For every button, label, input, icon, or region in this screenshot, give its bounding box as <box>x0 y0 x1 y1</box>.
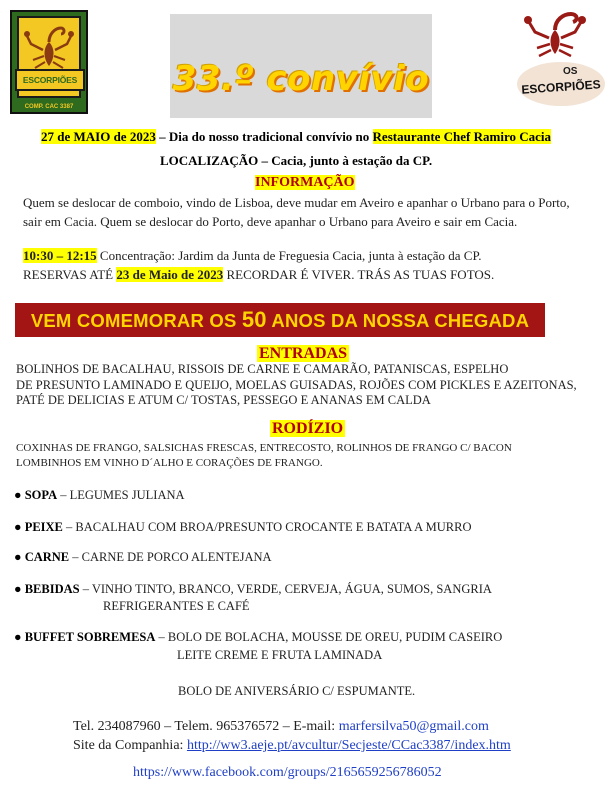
reservations-suffix: RECORDAR É VIVER. TRÁS AS TUAS FOTOS. <box>223 267 495 282</box>
reservations-line <box>23 267 494 283</box>
left-logo-name: ESCORPIÕES <box>15 69 85 91</box>
item-key: CARNE <box>24 550 70 564</box>
entradas-heading: ENTRADAS <box>259 345 348 362</box>
bullet: ● <box>14 520 22 534</box>
rodizio-list <box>16 441 512 470</box>
item-value: – VINHO TINTO, BRANCO, VERDE, CERVEJA, ÁGUA, SUMOS, SANGRIA <box>79 582 492 596</box>
item-key: PEIXE <box>24 520 63 534</box>
entradas-heading-wrap <box>257 345 349 363</box>
right-logo-name: ESCORPIÕES <box>520 77 602 97</box>
menu-item-sobremesa-extra: LEITE CREME E FRUTA LAMINADA <box>177 648 383 662</box>
facebook-link[interactable]: https://www.facebook.com/groups/2165659256786052 <box>133 765 442 780</box>
event-venue: Restaurante Chef Ramiro Cacia <box>372 129 552 144</box>
item-key: BUFFET SOBREMESA <box>24 630 156 644</box>
event-description: – Dia do nosso tradicional convívio no <box>155 129 373 144</box>
item-value: – BACALHAU COM BROA/PRESUNTO CROCANTE E BATATA A MURRO <box>62 520 472 534</box>
info-paragraph <box>23 194 570 231</box>
entradas-list <box>16 362 577 409</box>
schedule-line <box>23 248 482 264</box>
bullet: ● <box>14 488 22 502</box>
menu-item-bebidas-extra: REFRIGERANTES E CAFÉ <box>103 599 250 613</box>
rodizio-heading: RODÍZIO <box>272 420 344 437</box>
menu-item-peixe <box>14 520 471 535</box>
menu-item-bebidas <box>14 582 492 597</box>
title-box <box>170 14 432 118</box>
menu-item-sopa <box>14 488 185 503</box>
site-link[interactable]: http://ww3.aeje.pt/avcultur/Secjeste/CCac3387/index.htm <box>186 738 511 753</box>
schedule-time: 10:30 – 12:15 <box>23 248 97 263</box>
left-logo-subtext: COMP. CAC 3387 <box>24 104 74 110</box>
entradas-line: BOLINHOS DE BACALHAU, RISSOIS DE CARNE E CAMARÃO, PATANISCAS, ESPELHO <box>16 362 509 376</box>
banner-text-after: ANOS DA NOSSA CHEGADA <box>266 310 530 331</box>
bullet: ● <box>14 582 22 596</box>
rodizio-line: LOMBINHOS EM VINHO D´ALHO E CORAÇÕES DE FRANGO. <box>16 456 323 469</box>
banner-number: 50 <box>241 307 267 332</box>
menu-item-carne <box>14 550 272 565</box>
rodizio-heading-wrap <box>270 420 345 438</box>
banner-text-before: VEM COMEMORAR OS <box>30 310 242 331</box>
scorpion-icon <box>517 8 605 68</box>
info-line: sair em Cacia. Quem se deslocar do Porto, deve apanhar o Urbano para Aveiro e sair em Cacia. <box>23 213 518 229</box>
info-heading-label: INFORMAÇÃO <box>255 175 355 190</box>
entradas-line: DE PRESUNTO LAMINADO E QUEIJO, MOELAS GUISADAS, ROJÕES COM PICKLES E AZEITONAS, <box>16 377 577 392</box>
location-line: LOCALIZAÇÃO – Cacia, junto à estação da CP. <box>160 153 433 168</box>
item-key: BEBIDAS <box>24 582 80 596</box>
site-label: Site da Companhia: <box>73 738 187 753</box>
rodizio-line: COXINHAS DE FRANGO, SALSICHAS FRESCAS, ENTRECOSTO, ROLINHOS DE FRANGO C/ BACON <box>16 442 512 454</box>
item-value: – CARNE DE PORCO ALENTEJANA <box>69 550 272 564</box>
contact-line <box>73 719 489 735</box>
reservations-date: 23 de Maio de 2023 <box>116 267 224 282</box>
info-line: Quem se deslocar de comboio, vindo de Lisboa, deve mudar em Aveiro e apanhar o Urbano para o Porto, <box>23 195 570 210</box>
info-heading <box>255 175 355 191</box>
right-logo <box>517 22 605 120</box>
menu-item-sobremesa <box>14 630 502 645</box>
event-date: 27 de MAIO de 2023 <box>41 129 156 144</box>
anniversary-banner <box>15 303 545 337</box>
contact-phones: Tel. 234087960 – Telem. 965376572 – E-mail: <box>73 719 339 734</box>
scorpion-icon <box>19 18 79 74</box>
left-logo <box>10 10 88 114</box>
right-logo-prefix: OS <box>563 66 578 77</box>
item-value: – BOLO DE BOLACHA, MOUSSE DE OREU, PUDIM CASEIRO <box>155 630 503 644</box>
schedule-text: Concentração: Jardim da Junta de Freguesia Cacia, junta à estação da CP. <box>96 248 482 263</box>
item-value: – LEGUMES JULIANA <box>57 488 185 502</box>
bullet: ● <box>14 550 22 564</box>
contact-email[interactable]: marfersilva50@gmail.com <box>338 719 489 734</box>
site-line <box>73 738 511 754</box>
event-line <box>41 129 551 145</box>
cake-line: BOLO DE ANIVERSÁRIO C/ ESPUMANTE. <box>178 684 416 698</box>
page-title: 33.º convívio <box>172 59 430 99</box>
reservations-prefix: RESERVAS ATÉ <box>23 267 117 282</box>
bullet: ● <box>14 630 22 644</box>
item-key: SOPA <box>24 488 58 502</box>
entradas-line: PATÉ DE DELICIAS E ATUM C/ TOSTAS, PESSEGO E ANANAS EM CALDA <box>16 393 431 407</box>
